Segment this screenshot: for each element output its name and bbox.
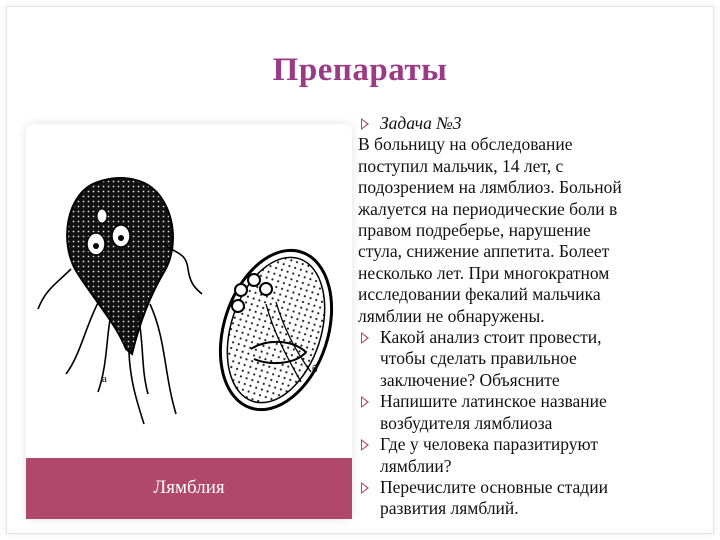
bullet-arrow-icon [361,396,369,408]
cyst-shape [201,236,351,424]
question-line: Перечислите основные стадии [380,476,608,497]
task-body-line: несколько лет. При многократном [358,262,610,283]
trophozoite-shape [38,178,202,424]
task-body-line: лямблии не обнаружены. [358,305,545,326]
slide-title: Препараты [272,52,448,88]
question-line: чтобы сделать правильное [380,348,577,369]
bullet-arrow-icon [361,439,369,451]
figure-caption: Лямблия [153,477,225,498]
question-item [358,434,708,477]
task-text [358,113,708,520]
task-heading [358,113,708,134]
task-body-line: исследовании фекалий мальчика [358,284,601,305]
task-body-line: жалуется на периодические боли в [358,198,618,219]
question-item [358,391,708,434]
task-body-line: стула, снижение аппетита. Болеет [358,241,610,262]
figure-label-b: б [312,363,318,375]
task-body-line: подозрением на лямблиоз. Больной [358,177,622,198]
task-body-line: правом подреберье, нарушение [358,220,591,241]
figure-label-a: а [102,373,107,385]
bullet-arrow-icon [361,482,369,494]
bullet-arrow-icon [361,118,369,130]
task-title: Задача №3 [380,113,462,133]
question-line: возбудителя лямблиоза [380,412,553,433]
task-body-line: поступил мальчик, 14 лет, с [358,155,564,176]
question-line: заключение? Объясните [380,369,560,390]
question-line: лямблии? [380,455,452,476]
task-description [358,134,708,327]
question-item [358,477,708,520]
question-line: Где у человека паразитируют [380,434,599,455]
question-line: Напишите латинское название [380,391,607,412]
question-line: развития лямблий. [380,498,519,519]
bullet-arrow-icon [361,332,369,344]
task-body-line: В больницу на обследование [358,134,573,155]
question-item [358,327,708,391]
question-line: Какой анализ стоит провести, [380,327,602,348]
caption-bar [26,458,352,519]
